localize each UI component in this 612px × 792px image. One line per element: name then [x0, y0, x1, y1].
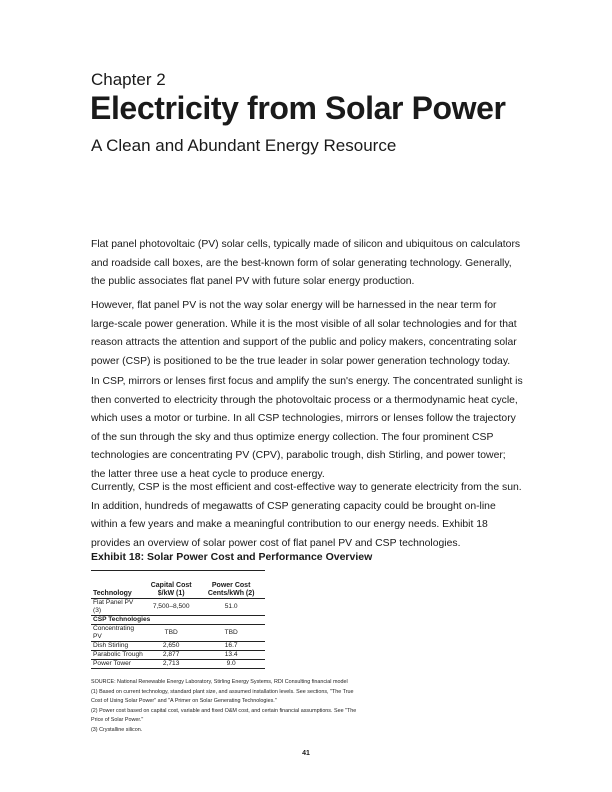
- capital-cost-cell: 2,877: [145, 651, 197, 660]
- capital-cost-cell: 2,650: [145, 642, 197, 651]
- table-row: [91, 625, 265, 642]
- section-label: CSP Technologies: [91, 616, 265, 625]
- chapter-subtitle: A Clean and Abundant Energy Resource: [91, 136, 397, 155]
- power-cost-cell: TBD: [197, 625, 265, 642]
- technology-cell: Flat Panel PV (3): [91, 599, 145, 616]
- table-row: [91, 660, 265, 669]
- table-header-row: [91, 571, 265, 599]
- footnote: (1) Based on current technology, standard plant size, and assumed installation levels. See sections, "The True: [91, 688, 354, 695]
- footnote: Price of Solar Power.": [91, 717, 144, 724]
- body-paragraph: In CSP, mirrors or lenses first focus and amplify the sun's energy. The concentrated sunlight is then converted to electricity through the photovoltaic process or a thermodynamic heat cycle, which uses a motor or turbine. In all CSP technologies, mirrors or lenses follow the trajectory of the sun through the sky and thus optimize energy collection. The four prominent CSP technologies are concentrating PV (CPV), parabolic trough, dish Stirling, and power tower; the latter three use a heat cycle to produce energy.: [91, 376, 523, 480]
- technology-cell: Concentrating PV: [91, 625, 145, 642]
- footnote: Cost of Using Solar Power" and "A Primer on Solar Generating Technologies.": [91, 698, 277, 705]
- table-section-row: [91, 616, 265, 625]
- table-row: [91, 642, 265, 651]
- body-paragraph: However, flat panel PV is not the way solar energy will be harnessed in the near term for large-scale power generation. While it is the most visible of all solar technologies and for that reason attracts the attention and support of the public and policy makers, concentrating solar power (CSP) is positioned to be the true leader in solar power generation technology today.: [91, 300, 517, 367]
- footnote: (2) Power cost based on capital cost, variable and fixed O&M cost, and certain financial assumptions. See "The: [91, 707, 357, 714]
- exhibit-notes: [91, 678, 531, 736]
- source-note: SOURCE: National Renewable Energy Laboratory, Stirling Energy Systems, RDI Consulting financial model: [91, 679, 348, 685]
- chapter-title: Electricity from Solar Power: [90, 90, 506, 126]
- chapter-label: Chapter 2: [91, 70, 166, 89]
- table-row: [91, 651, 265, 660]
- footnote: (3) Crystalline silicon.: [91, 726, 143, 733]
- power-cost-cell: 9.0: [197, 660, 265, 669]
- technology-cell: Dish Stirling: [91, 642, 145, 651]
- power-cost-cell: 16.7: [197, 642, 265, 651]
- technology-cell: Parabolic Trough: [91, 651, 145, 660]
- power-cost-cell: 51.0: [197, 599, 265, 616]
- solar-cost-table: [91, 570, 265, 669]
- power-cost-cell: 13.4: [197, 651, 265, 660]
- body-paragraph: Flat panel photovoltaic (PV) solar cells, typically made of silicon and ubiquitous on calculators and roadside call boxes, are the best-known form of solar generating technology. Generally, the public associates flat panel PV with future solar energy production.: [91, 239, 521, 288]
- technology-cell: Power Tower: [91, 660, 145, 669]
- column-header-power-cost: Power Cost Cents/kWh (2): [197, 571, 265, 599]
- capital-cost-cell: TBD: [145, 625, 197, 642]
- capital-cost-cell: 7,500–8,500: [145, 599, 197, 616]
- column-header-capital-cost: Capital Cost $/kW (1): [145, 571, 197, 599]
- exhibit-title: Exhibit 18: Solar Power Cost and Performance Overview: [91, 551, 373, 563]
- column-header-technology: Technology: [91, 571, 145, 599]
- capital-cost-cell: 2,713: [145, 660, 197, 669]
- body-paragraph: Currently, CSP is the most efficient and cost-effective way to generate electricity from the sun. In addition, hundreds of megawatts of CSP generating capacity could be brought on-line within a few years and make a meaningful contribution to our energy needs. Exhibit 18 provides an overview of solar power cost of flat panel PV and CSP technologies.: [91, 482, 522, 549]
- page-number: 41: [302, 750, 310, 757]
- table-row: [91, 599, 265, 616]
